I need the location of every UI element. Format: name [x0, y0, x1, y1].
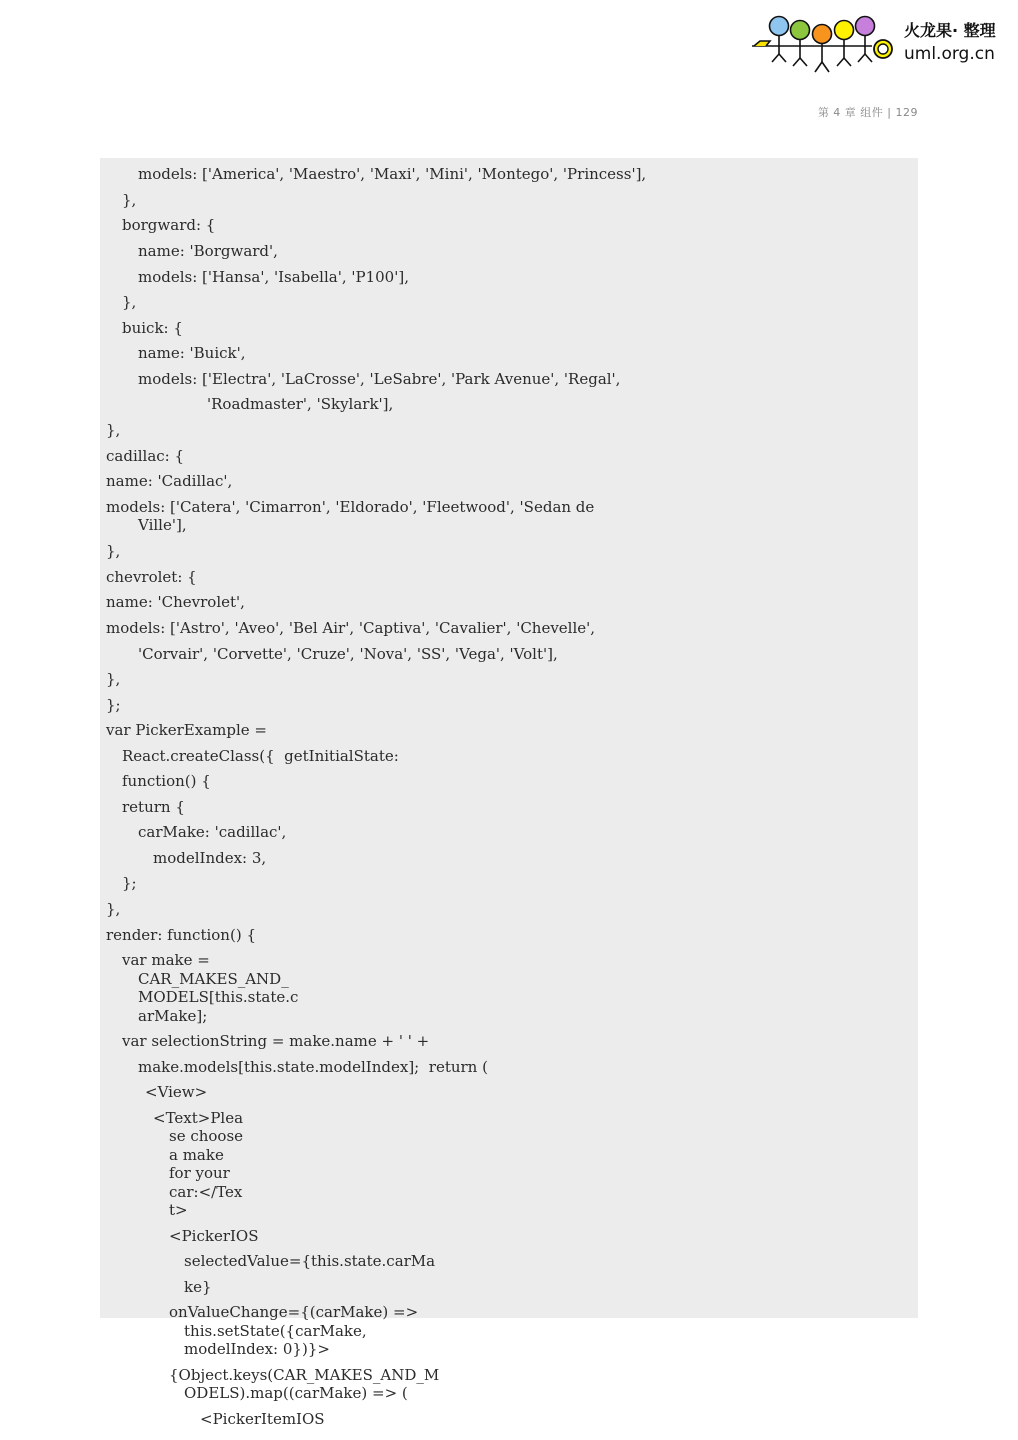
code-line: a make	[169, 1146, 224, 1164]
code-line: function() {	[122, 772, 211, 790]
code-line: },	[106, 670, 121, 688]
code-line: t>	[169, 1201, 188, 1219]
code-line: name: 'Borgward',	[138, 242, 278, 260]
code-line: name: 'Chevrolet',	[106, 593, 245, 611]
brand-title: 火龙果· 整理	[904, 21, 996, 40]
code-line: },	[106, 421, 121, 439]
code-line: arMake];	[138, 1007, 208, 1025]
code-line: <PickerIOS	[169, 1227, 259, 1245]
code-line: },	[106, 900, 121, 918]
chapter-page-header: 第 4 章 组件 | 129	[817, 106, 918, 119]
code-line: carMake: 'cadillac',	[138, 823, 287, 841]
code-line: ODELS).map((carMake) => (	[184, 1384, 408, 1402]
code-line: cadillac: {	[106, 447, 185, 465]
code-line: Ville'],	[138, 516, 187, 534]
code-line: models: ['America', 'Maestro', 'Maxi', 'Mini', 'Montego', 'Princess'],	[138, 165, 647, 183]
code-line: <View>	[145, 1083, 208, 1101]
code-line: };	[106, 696, 121, 714]
code-line: },	[122, 191, 137, 209]
code-line: modelIndex: 3,	[153, 849, 267, 867]
code-line: {Object.keys(CAR_MAKES_AND_M	[169, 1366, 440, 1384]
code-line: onValueChange={(carMake) =>	[169, 1303, 419, 1321]
brand-url: uml.org.cn	[904, 44, 995, 64]
code-line: React.createClass({ getInitialState:	[122, 747, 399, 765]
code-line: models: ['Hansa', 'Isabella', 'P100'],	[138, 268, 409, 286]
code-line: ke}	[184, 1278, 212, 1296]
logo-icon	[748, 12, 898, 78]
code-line: for your	[169, 1164, 230, 1182]
brand	[904, 20, 996, 66]
code-line: models: ['Astro', 'Aveo', 'Bel Air', 'Captiva', 'Cavalier', 'Chevelle',	[106, 619, 596, 637]
code-line: name: 'Buick',	[138, 344, 246, 362]
code-line: models: ['Electra', 'LaCrosse', 'LeSabre', 'Park Avenue', 'Regal',	[138, 370, 621, 388]
code-line: render: function() {	[106, 926, 256, 944]
code-line: var selectionString = make.name + ' ' +	[122, 1032, 430, 1050]
code-line: return {	[122, 798, 185, 816]
code-line: car:</Tex	[169, 1183, 243, 1201]
code-line: borgward: {	[122, 216, 216, 234]
code-line: var PickerExample =	[106, 721, 267, 739]
code-line: CAR_MAKES_AND_	[138, 970, 289, 988]
code-line: <PickerItemIOS	[200, 1410, 325, 1428]
code-line: 'Roadmaster', 'Skylark'],	[207, 395, 394, 413]
code-line: make.models[this.state.modelIndex]; return (	[138, 1058, 488, 1076]
code-line: this.setState({carMake,	[184, 1322, 367, 1340]
code-line: models: ['Catera', 'Cimarron', 'Eldorado', 'Fleetwood', 'Sedan de	[106, 498, 595, 516]
code-line: name: 'Cadillac',	[106, 472, 233, 490]
code-line: modelIndex: 0})}>	[184, 1340, 330, 1358]
code-line: },	[106, 542, 121, 560]
code-line: selectedValue={this.state.carMa	[184, 1252, 436, 1270]
code-line: MODELS[this.state.c	[138, 988, 299, 1006]
code-line: <Text>Plea	[153, 1109, 244, 1127]
code-line: buick: {	[122, 319, 183, 337]
code-line: 'Corvair', 'Corvette', 'Cruze', 'Nova', 'SS', 'Vega', 'Volt'],	[138, 645, 558, 663]
code-line: se choose	[169, 1127, 244, 1145]
code-line: };	[122, 874, 137, 892]
code-line: chevrolet: {	[106, 568, 197, 586]
code-line: var make =	[122, 951, 210, 969]
code-line: },	[122, 293, 137, 311]
